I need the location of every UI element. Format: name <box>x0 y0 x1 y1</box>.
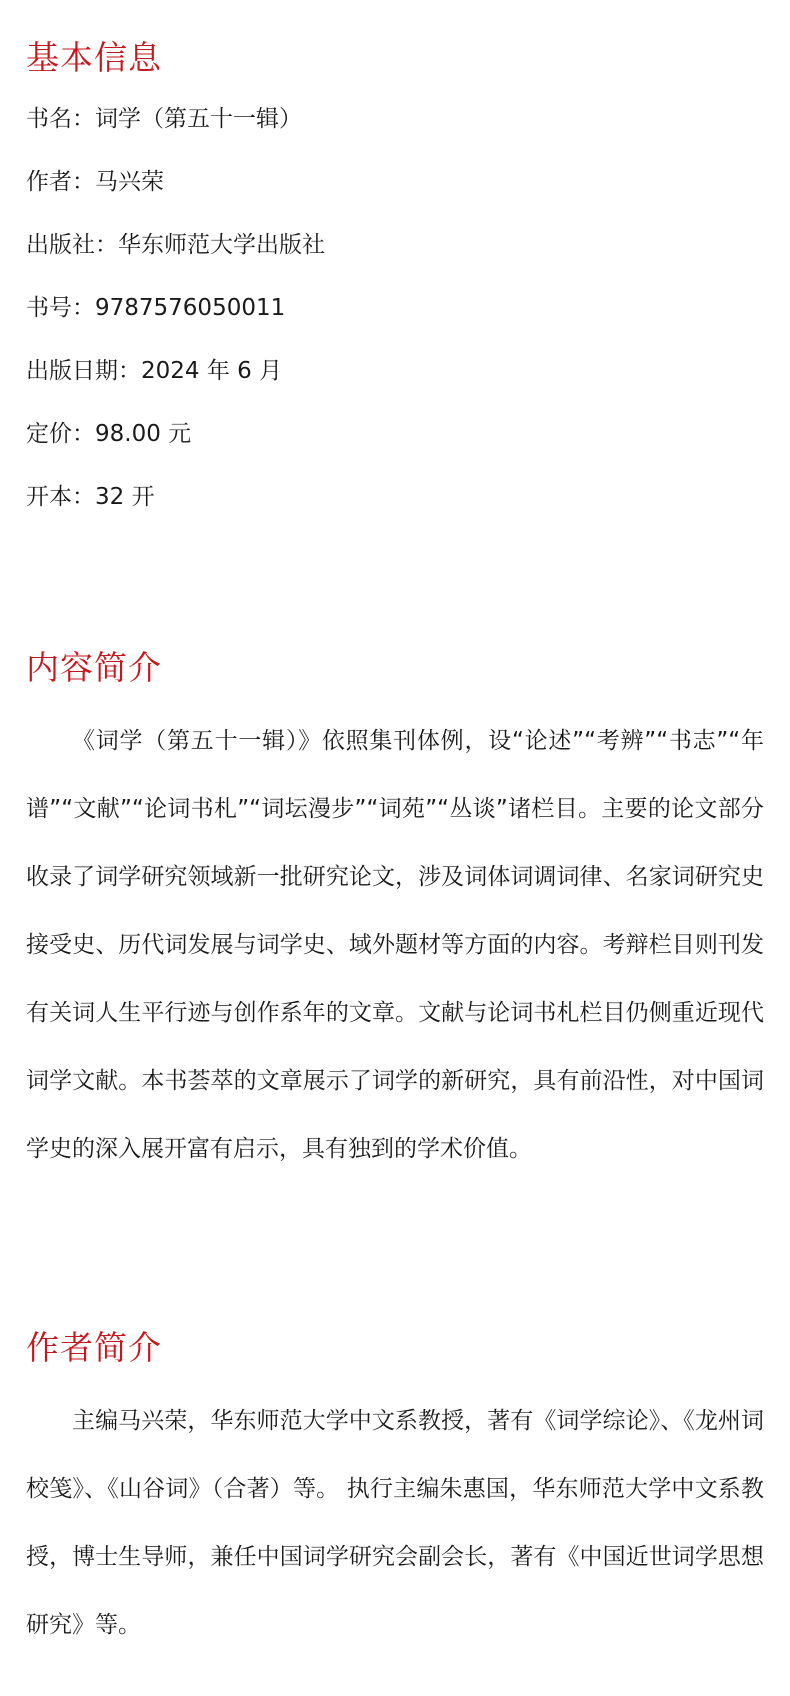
pub-date-line: 出版日期：2024 年 6 月 <box>26 358 283 384</box>
publisher-line: 出版社：华东师范大学出版社 <box>26 232 325 258</box>
price-line: 定价：98.00 元 <box>26 421 192 447</box>
basic-info-heading: 基本信息 <box>26 38 162 77</box>
summary-heading: 内容简介 <box>26 648 162 687</box>
author-intro-heading: 作者简介 <box>26 1328 162 1367</box>
book-name-line: 书名：词学（第五十一辑） <box>26 106 302 132</box>
author-intro-paragraph: 主编马兴荣，华东师范大学中文系教授，著有《词学综论》、《龙州词校笺》、《山谷词》（合著）等。 执行主编朱惠国，华东师范大学中文系教授，博士生导师，兼任中国词学研究会副会长，著有《中国近世词学思想研究》等。 <box>26 1408 764 1638</box>
isbn-line: 书号：9787576050011 <box>26 295 286 321</box>
author-line: 作者：马兴荣 <box>26 169 164 195</box>
format-line: 开本：32 开 <box>26 484 155 510</box>
summary-paragraph: 《词学（第五十一辑）》依照集刊体例，设“论述”“考辨”“书志”“年谱”“文献”“论词书札”“词坛漫步”“词苑”“丛谈”诸栏目。主要的论文部分收录了词学研究领域新一批研究论文，涉及词体词调词律、名家词研究史接受史、历代词发展与词学史、域外题材等方面的内容。考辩栏目则刊发有关词人生平行迹与创作系年的文章。文献与论词书札栏目仍侧重近现代词学文献。本书荟萃的文章展示了词学的新研究，具有前沿性，对中国词学史的深入展开富有启示，具有独到的学术价值。 <box>26 728 764 1162</box>
